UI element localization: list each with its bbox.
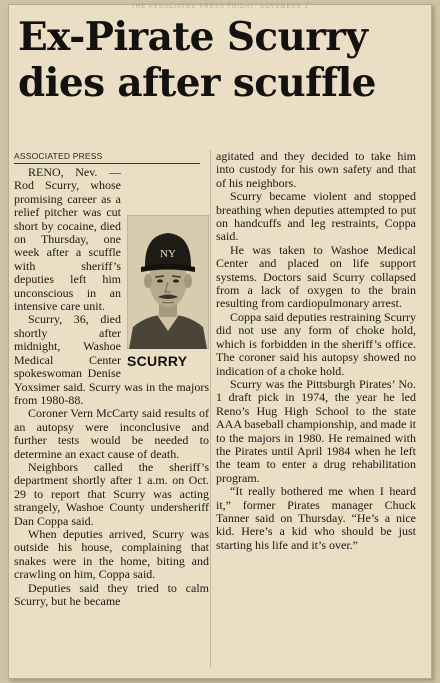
headline	[18, 14, 428, 106]
paragraph-5: When deputies arrived, Scurry was outside his house, complaining that snakes were in the home, biting and crawling on him, Coppa said.	[14, 526, 209, 582]
paragraph-10: Coppa said deputies restraining Scurry did not use any form of choke hold, which is forbidden in the sheriff’s office. The coroner said his autopsy showed no indication of a choke hold.	[216, 309, 416, 378]
paragraph-9: He was taken to Washoe Medical Center and placed on life support systems. Doctors said Scurry collapsed from a lack of oxygen to the brain resulting from cardiopulmonary arrest.	[216, 242, 416, 311]
photo-caption: SCURRY	[127, 353, 188, 369]
top-banner: THE ASSOCIATED PRESS FRIDAY, NOVEMBER 1	[131, 4, 309, 10]
article-right-column	[216, 150, 416, 670]
paragraph-8: Scurry became violent and stopped breathing when deputies attempted to put on handcuffs and leg restraints, Coppa said.	[216, 189, 416, 244]
paragraph-2: Scurry, 36, died shortly after midnight, Washoe Medical Center spokeswoman Denise Yoxsimer said. Scurry was in the majors from 1980-88.	[14, 312, 209, 407]
paragraph-1-text: RENO, Nev. — Rod Scurry, whose promising career as a relief pitcher was cut short by cocaine, died on Thursday, one week after a scuffle with sheriff’s deputies left him unconscious in an intensive care unit.	[14, 165, 121, 314]
byline-rule	[14, 163, 200, 164]
paragraph-6: Deputies said they tried to calm Scurry, but he became	[14, 580, 209, 608]
column-divider	[210, 150, 211, 668]
article-left-column	[14, 166, 209, 666]
svg-text:NY: NY	[160, 248, 176, 260]
paragraph-4: Neighbors called the sheriff’s department shortly after 1 a.m. on Oct. 29 to report that Scurry was acting strangely, Washoe County undersheriff Dan Coppa said.	[14, 459, 209, 528]
headline-line-1: Ex-Pirate Scurry	[18, 14, 368, 60]
photo-block	[127, 215, 209, 377]
paragraph-12: “It really bothered me when I heard it,” former Pirates manager Chuck Tanner said on Thursday. “He’s a nice kid. Here’s a kid who should be just starting his life and it’s over.”	[216, 484, 416, 552]
headline-line-2: dies after scuffle	[18, 60, 376, 106]
paragraph-3: Coroner Vern McCarty said results of an autopsy were inconclusive and further tests would be needed to determine an exact cause of death.	[14, 406, 209, 461]
paragraph-7: agitated and they decided to take him into custody for his own safety and that of his neighbors.	[216, 149, 416, 190]
player-photo	[127, 215, 209, 349]
byline: ASSOCIATED PRESS	[14, 151, 103, 161]
paragraph-11: Scurry was the Pittsburgh Pirates’ No. 1 draft pick in 1974, the year he led Reno’s Hug High School to the state AAA baseball championship, and made it to the majors in 1980. He remained with the Pirates until April 1984 when he left the team to enter a drug rehabilitation program.	[216, 376, 416, 485]
